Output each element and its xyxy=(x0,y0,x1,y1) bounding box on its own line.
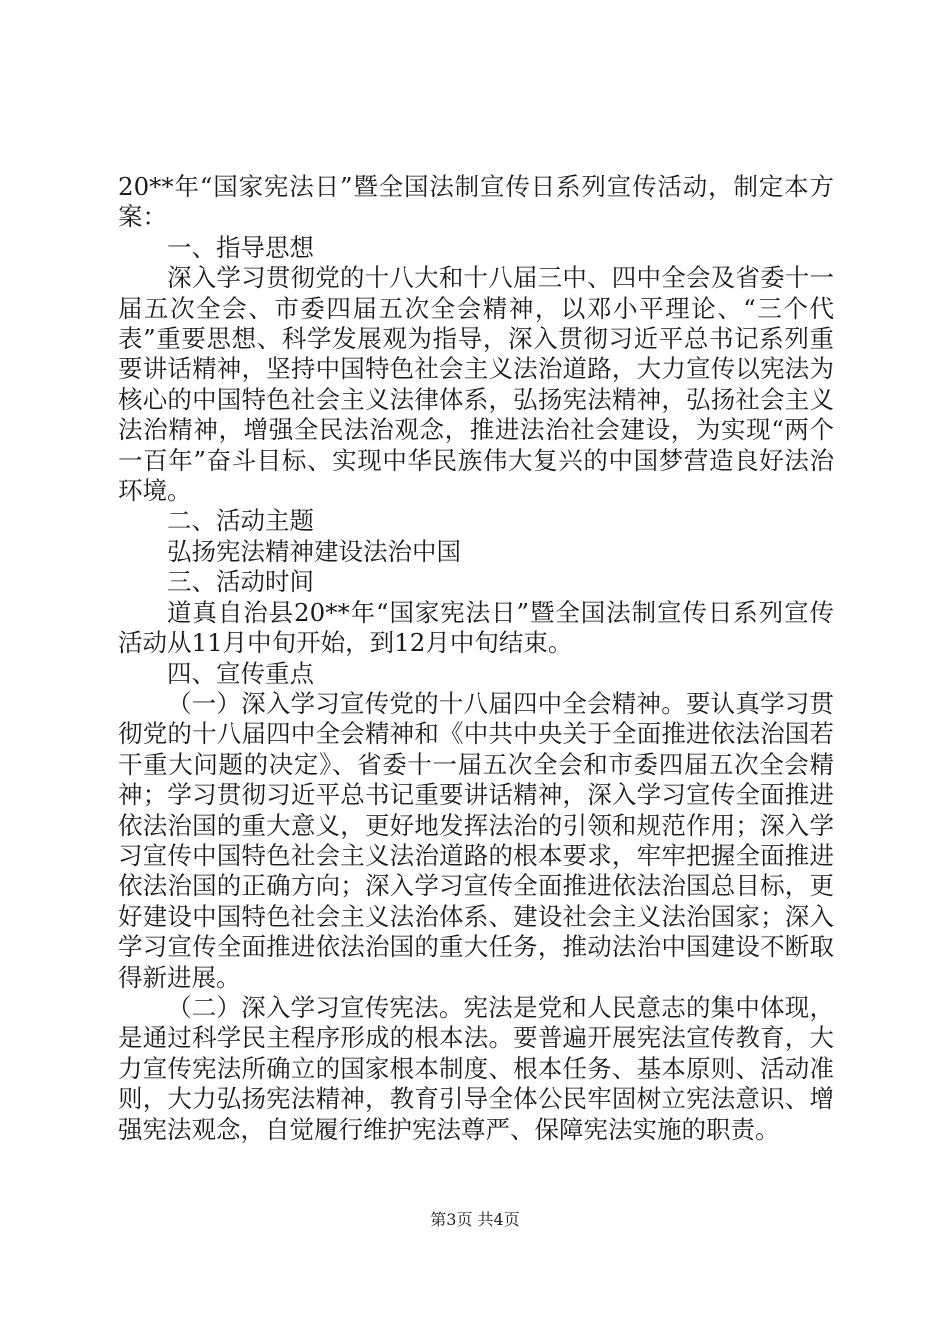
page-number: 第3页 共4页 xyxy=(430,1210,520,1229)
paragraph-activity-theme: 弘扬宪法精神建设法治中国 xyxy=(167,536,461,566)
paragraph-focus-two: （二）深入学习宣传宪法。宪法是党和人民意志的集中体现，是通过科学民主程序形成的根本法。要普遍开展宪法宣传教育，大力宣传宪法所确立的国家根本制度、根本任务、基本原则、活动准则，大力弘扬宪法精神，教育引导全体公民牢固树立宪法意识、增强宪法观念，自觉履行维护宪法尊严、保障宪法实施的职责。 xyxy=(118,992,834,1144)
heading-activity-time: 三、活动时间 xyxy=(167,567,314,597)
heading-publicity-focus: 四、宣传重点 xyxy=(167,658,314,688)
paragraph-activity-time: 道真自治县20**年“国家宪法日”暨全国法制宣传日系列宣传活动从11月中旬开始，到12月中旬结束。 xyxy=(118,597,834,658)
paragraph-focus-one: （一）深入学习宣传党的十八届四中全会精神。要认真学习贯彻党的十八届四中全会精神和《中共中央关于全面推进依法治国若干重大问题的决定》、省委十一届五次全会和市委四届五次全会精神；学习贯彻习近平总书记重要讲话精神，深入学习宣传全面推进依法治国的重大意义，更好地发挥法治的引领和规范作用；深入学习宣传中国特色社会主义法治道路的根本要求，牢牢把握全面推进依法治国的正确方向；深入学习宣传全面推进依法治国总目标，更好建设中国特色社会主义法治体系、建设社会主义法治国家；深入学习宣传全面推进依法治国的重大任务，推动法治中国建设不断取得新进展。 xyxy=(118,688,834,992)
document-body xyxy=(118,172,834,1145)
paragraph-intro: 20**年“国家宪法日”暨全国法制宣传日系列宣传活动，制定本方案： xyxy=(118,172,834,232)
heading-guiding-ideology: 一、指导思想 xyxy=(167,232,314,262)
heading-activity-theme: 二、活动主题 xyxy=(167,506,314,536)
paragraph-guiding-ideology: 深入学习贯彻党的十八大和十八届三中、四中全会及省委十一届五次全会、市委四届五次全会精神，以邓小平理论、“三个代表”重要思想、科学发展观为指导，深入贯彻习近平总书记系列重要讲话精神，坚持中国特色社会主义法治道路，大力宣传以宪法为核心的中国特色社会主义法律体系，弘扬宪法精神，弘扬社会主义法治精神，增强全民法治观念，推进法治社会建设，为实现“两个一百年”奋斗目标、实现中华民族伟大复兴的中国梦营造良好法治环境。 xyxy=(118,263,834,506)
page-footer xyxy=(0,1210,950,1230)
